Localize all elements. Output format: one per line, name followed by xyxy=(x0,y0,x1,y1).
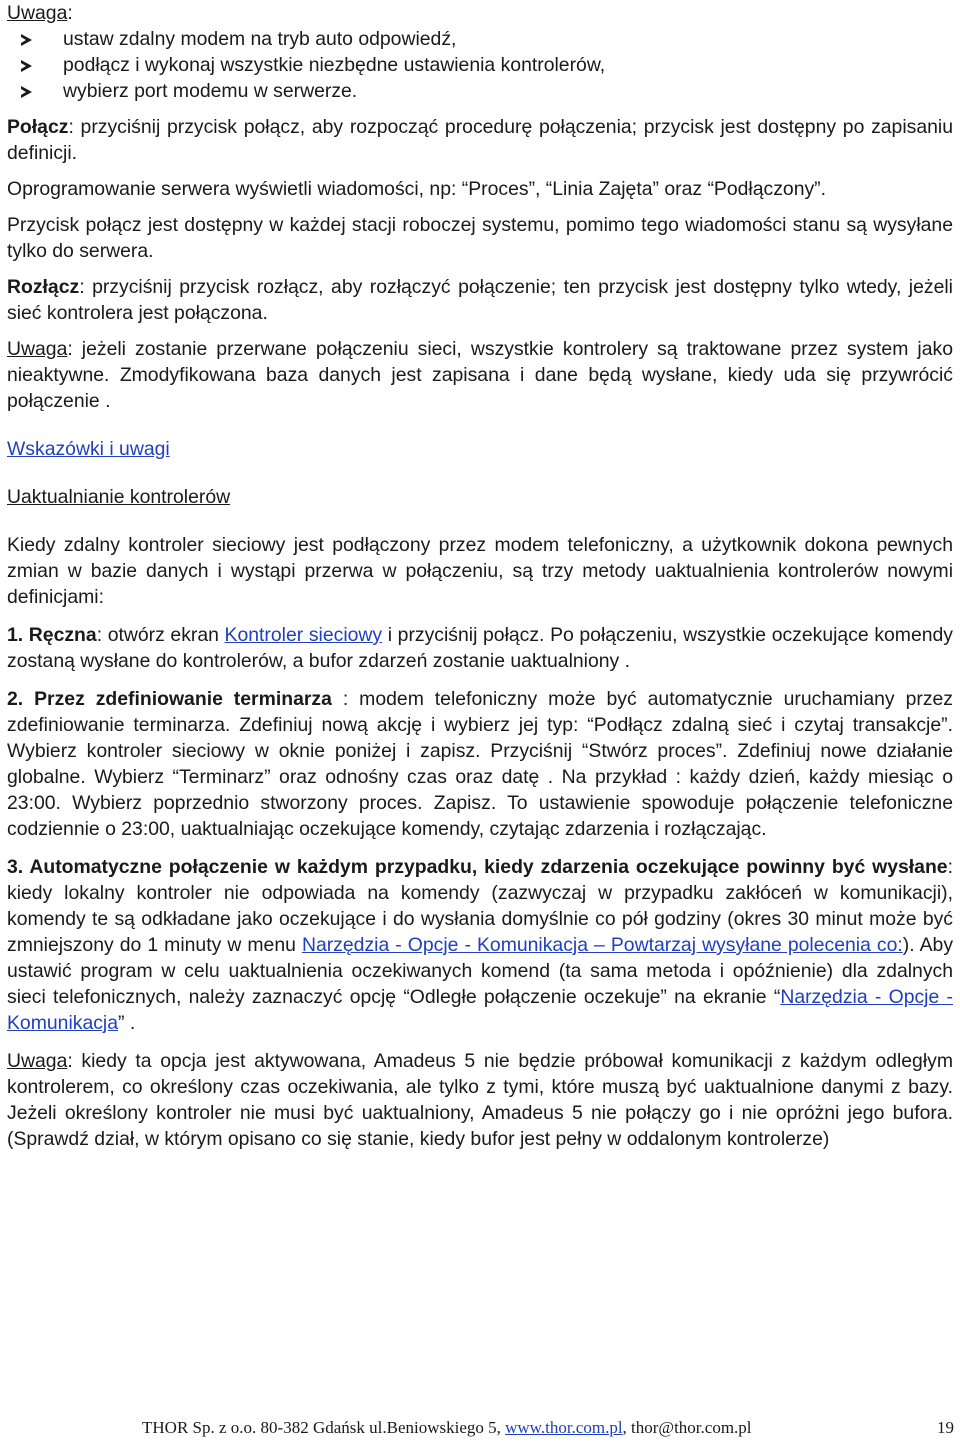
method-3-text: ” . xyxy=(118,1012,136,1034)
method-3-text: : kiedy lokalny kontroler nie odpowiada na komendy (zazwyczaj w przypadku zakłóceń w komunikacji), komendy te są odkładane jako oczekujące i do wysłania domyślnie co pół godziny (okres 30 minut może być zmniejszony do 1 minuty w menu xyxy=(7,856,953,956)
warning-text: : kiedy ta opcja jest aktywowana, Amadeus 5 nie będzie próbował komunikacji z każdym odległym kontrolerem, co określony czas oczekiwania, ale tylko z tymi, które muszą być uaktualnione danymi z bazy. Jeżeli określony kontroler nie musi być uaktualniony, Amadeus 5 nie połączy go i nie opróżni jego bufora. (Sprawdź dział, w którym opisano co się stanie, kiedy bufor jest pełny w oddalonym kontrolerze) xyxy=(7,1050,953,1150)
method-2-term: 2. Przez zdefiniowanie terminarza xyxy=(7,688,332,710)
method-2-paragraph xyxy=(7,686,953,842)
footer-company: THOR Sp. z o.o. 80-382 Gdańsk ul.Beniowskiego 5, xyxy=(142,1418,506,1437)
note-heading: Uwaga: xyxy=(7,2,73,24)
list-item xyxy=(7,78,953,104)
section-title-link[interactable]: Wskazówki i uwagi xyxy=(7,438,170,460)
subsection-title-text: Uaktualnianie kontrolerów xyxy=(7,486,231,508)
list-item xyxy=(7,26,953,52)
disconnect-text: : przyciśnij przycisk rozłącz, aby rozłączyć połączenie; ten przycisk jest dostępny tylko wtedy, jeżeli sieć kontrolera jest połączona. xyxy=(7,276,953,324)
warning-label: Uwaga xyxy=(7,1050,68,1072)
method-3-text: ). Aby ustawić program w celu uaktualnienia oczekiwanych komend (ta sama metoda i opóźnienie) dla zdalnych sieci telefonicznych, należy zaznaczyć opcję “Odległe połączenie oczekuje” na ekranie “ xyxy=(7,934,954,1008)
arrow-bullet-icon xyxy=(21,60,32,72)
page-number: 19 xyxy=(937,1418,954,1437)
communication-options-link[interactable]: Narzędzia - Opcje - Komunikacja – Powtarzaj wysyłane polecenia co: xyxy=(301,934,903,956)
subsection-title xyxy=(7,484,953,510)
connect-button-paragraph: Przycisk połącz jest dostępny w każdej stacji roboczej systemu, pomimo tego wiadomości stanu są wysyłane tylko do serwera. xyxy=(7,214,953,262)
connect-text: : przyciśnij przycisk połącz, aby rozpocząć procedurę połączenia; przycisk jest dostępny po zapisaniu definicji. xyxy=(7,116,953,164)
disconnect-paragraph xyxy=(7,274,953,326)
page-footer xyxy=(142,1418,954,1438)
arrow-bullet-icon xyxy=(21,34,32,46)
network-controller-link[interactable]: Kontroler sieciowy xyxy=(224,624,383,646)
method-3-term: 3. Automatyczne połączenie w każdym przypadku, kiedy zdarzenia oczekujące powinny być wysłane xyxy=(7,856,948,878)
warning-text: : jeżeli zostanie przerwane połączeniu sieci, wszystkie kontrolery są traktowane przez system jako nieaktywne. Zmodyfikowana baza danych jest zapisana i dane będą wysłane, kiedy uda się przywrócić połączenie . xyxy=(7,338,953,412)
warning-label: Uwaga xyxy=(7,338,68,360)
document-page xyxy=(7,0,953,1152)
method-1-term: 1. Ręczna xyxy=(7,624,97,646)
connect-paragraph xyxy=(7,114,953,166)
section-title xyxy=(7,436,953,462)
connect-term: Połącz xyxy=(7,116,69,138)
setup-bullet-list xyxy=(7,26,953,104)
footer-email: , thor@thor.com.pl xyxy=(622,1418,752,1437)
bullet-text: wybierz port modemu w serwerze. xyxy=(63,80,358,102)
method-2-text: : modem telefoniczny może być automatycznie uruchamiany przez zdefiniowanie terminarza. Zdefiniuj nową akcję i wybierz jej typ: “Podłącz zdalną sieć i czytaj transakcje”. Wybierz kontroler sieciowy w oknie poniżej i zapisz. Przyciśnij “Stwórz proces”. Zdefiniuj nowe działanie globalne. Wybierz “Terminarz” oraz odnośny czas oraz datę . Na przykład : każdy dzień, każdy miesiąc o 23:00. Wybierz poprzednio stworzony proces. Zapisz. To ustawienie spowoduje połączenie telefoniczne codziennie o 23:00, uaktualniając oczekujące komendy, czytając zdarzenia i rozłączając. xyxy=(7,688,954,840)
disconnect-term: Rozłącz xyxy=(7,276,80,298)
method-1-paragraph xyxy=(7,622,953,674)
intro-paragraph: Kiedy zdalny kontroler sieciowy jest podłączony przez modem telefoniczny, a użytkownik dokona pewnych zmian w bazie danych i wystąpi przerwa w połączeniu, są trzy metody uaktualnienia kontrolerów nowymi definicjami: xyxy=(7,534,953,608)
method-1-text: : otwórz ekran xyxy=(96,624,225,646)
note-label: Uwaga xyxy=(7,2,68,24)
warning-paragraph-1 xyxy=(7,336,953,414)
warning-paragraph-2 xyxy=(7,1048,953,1152)
bullet-text: ustaw zdalny modem na tryb auto odpowiedź, xyxy=(63,28,457,50)
method-1-text: i przyciśnij połącz. Po połączeniu, wszystkie oczekujące komendy zostaną wysłane do kontrolerów, a bufor zdarzeń zostanie uaktualniony . xyxy=(7,624,953,672)
footer-website-link[interactable]: www.thor.com.pl xyxy=(505,1418,623,1437)
communication-screen-link[interactable]: Narzędzia - Opcje - Komunikacja xyxy=(7,986,953,1034)
bullet-text: podłącz i wykonaj wszystkie niezbędne ustawienia kontrolerów, xyxy=(63,54,606,76)
arrow-bullet-icon xyxy=(21,86,32,98)
list-item xyxy=(7,52,953,78)
server-messages-paragraph: Oprogramowanie serwera wyświetli wiadomości, np: “Proces”, “Linia Zajęta” oraz “Podłączony”. xyxy=(7,178,827,200)
method-3-paragraph xyxy=(7,854,953,1036)
